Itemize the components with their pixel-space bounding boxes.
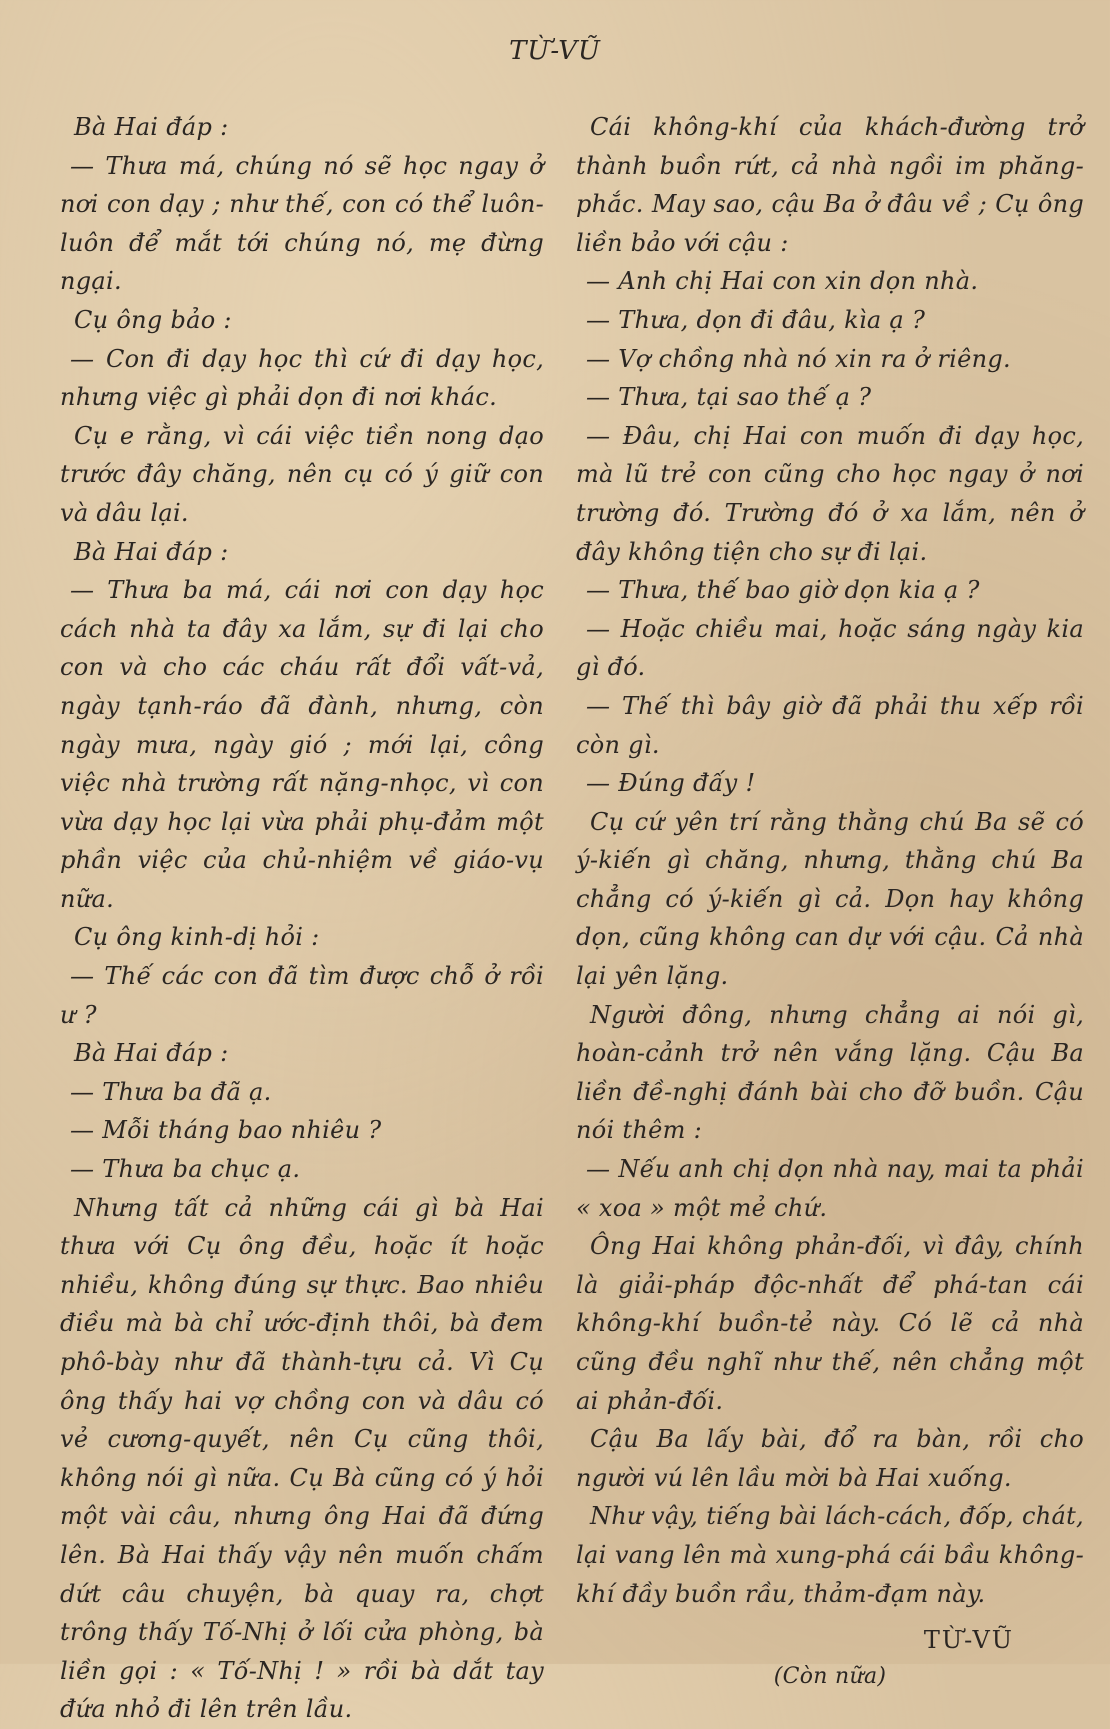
dialogue-line: — Đâu, chị Hai con muốn đi dạy học, mà lũ trẻ con cũng cho học ngay ở nơi trường đó. Trường đó ở xa lắm, nên ở đây không tiện cho sự đi lại.: [576, 421, 1084, 566]
dialogue-line: — Mỗi tháng bao nhiêu ?: [70, 1116, 382, 1145]
author-signature: TỪ-VŨ: [923, 1626, 1014, 1655]
dialogue-line: — Vợ chồng nhà nó xin ra ở riêng.: [586, 344, 1011, 373]
dialogue-line: — Thưa, tại sao thế ạ ?: [586, 383, 872, 412]
dialogue-line: — Con đi dạy học thì cứ đi dạy học, nhưng việc gì phải dọn đi nơi khác.: [60, 344, 544, 412]
paragraph: Cụ e rằng, vì cái việc tiền nong dạo trước đây chăng, nên cụ có ý giữ con và dâu lại.: [60, 421, 544, 527]
paragraph: Cậu Ba lấy bài, đổ ra bàn, rồi cho người vú lên lầu mời bà Hai xuống.: [576, 1425, 1084, 1492]
paragraph: Bà Hai đáp :: [74, 537, 229, 566]
paragraph: Người đông, nhưng chẳng ai nói gì, hoàn-cảnh trở nên vắng lặng. Cậu Ba liền đề-nghị đánh bài cho đỡ buồn. Cậu nói thêm :: [576, 1000, 1084, 1145]
dialogue-line: — Thưa ba má, cái nơi con dạy học cách nhà ta đây xa lắm, sự đi lại cho con và cho các cháu rất đổi vất-vả, ngày tạnh-ráo đã đành, nhưng, còn ngày mưa, ngày gió ; mới lại, công việc nhà trường rất nặng-nhọc, vì con vừa dạy học lại vừa phải phụ-đảm một phần việc của chủ-nhiệm về giáo-vụ nữa.: [60, 576, 544, 913]
dialogue-line: — Thưa ba chục ạ.: [70, 1155, 301, 1184]
dialogue-line: — Hoặc chiều mai, hoặc sáng ngày kia gì đó.: [576, 614, 1084, 682]
paragraph: Bà Hai đáp :: [74, 1039, 229, 1068]
right-column: [576, 108, 1084, 1696]
paragraph: Bà Hai đáp :: [74, 113, 229, 141]
dialogue-line: — Thưa ba đã ạ.: [70, 1077, 272, 1106]
left-column: [60, 108, 544, 1729]
dialogue-line: — Thế thì bây giờ đã phải thu xếp rồi còn gì.: [576, 691, 1084, 759]
paragraph: Cụ ông kinh-dị hỏi :: [74, 923, 320, 952]
continued-note: (Còn nữa): [773, 1663, 887, 1689]
dialogue-line: — Đúng đấy !: [586, 769, 756, 798]
paragraph: Ông Hai không phản-đối, vì đây, chính là giải-pháp độc-nhất để phá-tan cái không-khí buồn-tẻ này. Có lẽ cả nhà cũng đều nghĩ như thế, nên chẳng một ai phản-đối.: [576, 1232, 1084, 1415]
paragraph: Như vậy, tiếng bài lách-cách, đốp, chát, lại vang lên mà xung-phá cái bầu không-khí đầy buồn rầu, thảm-đạm này.: [576, 1502, 1084, 1608]
dialogue-line: — Thưa, thế bao giờ dọn kia ạ ?: [586, 576, 980, 605]
page-header: TỪ-VŨ: [509, 36, 601, 66]
dialogue-line: — Nếu anh chị dọn nhà nay, mai ta phải « xoa » một mẻ chứ.: [576, 1155, 1084, 1222]
dialogue-line: — Thế các con đã tìm được chỗ ở rồi ư ?: [60, 962, 544, 1029]
paragraph: Cái không-khí của khách-đường trở thành buồn rứt, cả nhà ngồi im phăng-phắc. May sao, cậu Ba ở đâu về ; Cụ ông liền bảo với cậu :: [576, 113, 1084, 257]
dialogue-line: — Thưa má, chúng nó sẽ học ngay ở nơi con dạy ; như thế, con có thể luôn-luôn để mắt tới chúng nó, mẹ đừng ngại.: [60, 151, 544, 296]
dialogue-line: — Thưa, dọn đi đâu, kìa ạ ?: [586, 305, 926, 334]
paragraph: Cụ ông bảo :: [74, 305, 232, 334]
paragraph: Nhưng tất cả những cái gì bà Hai thưa với Cụ ông đều, hoặc ít hoặc nhiều, không đúng sự thực. Bao nhiêu điều mà bà chỉ ước-định thôi, bà đem phô-bày như đã thành-tựu cả. Vì Cụ ông thấy hai vợ chồng con và dâu có vẻ cương-quyết, nên Cụ cũng thôi, không nói gì nữa. Cụ Bà cũng có ý hỏi một vài câu, nhưng ông Hai đã đứng lên. Bà Hai thấy vậy nên muốn chấm dứt câu chuyện, bà quay ra, chợt trông thấy Tố-Nhị ở lối cửa phòng, bà liền gọi : « Tố-Nhị ! » rồi bà dắt tay đứa nhỏ đi lên trên lầu.: [60, 1193, 544, 1724]
dialogue-line: — Anh chị Hai con xin dọn nhà.: [586, 267, 979, 296]
paragraph: Cụ cứ yên trí rằng thằng chú Ba sẽ có ý-kiến gì chăng, nhưng, thằng chú Ba chẳng có ý-kiến gì cả. Dọn hay không dọn, cũng không can dự với cậu. Cả nhà lại yên lặng.: [576, 807, 1084, 991]
